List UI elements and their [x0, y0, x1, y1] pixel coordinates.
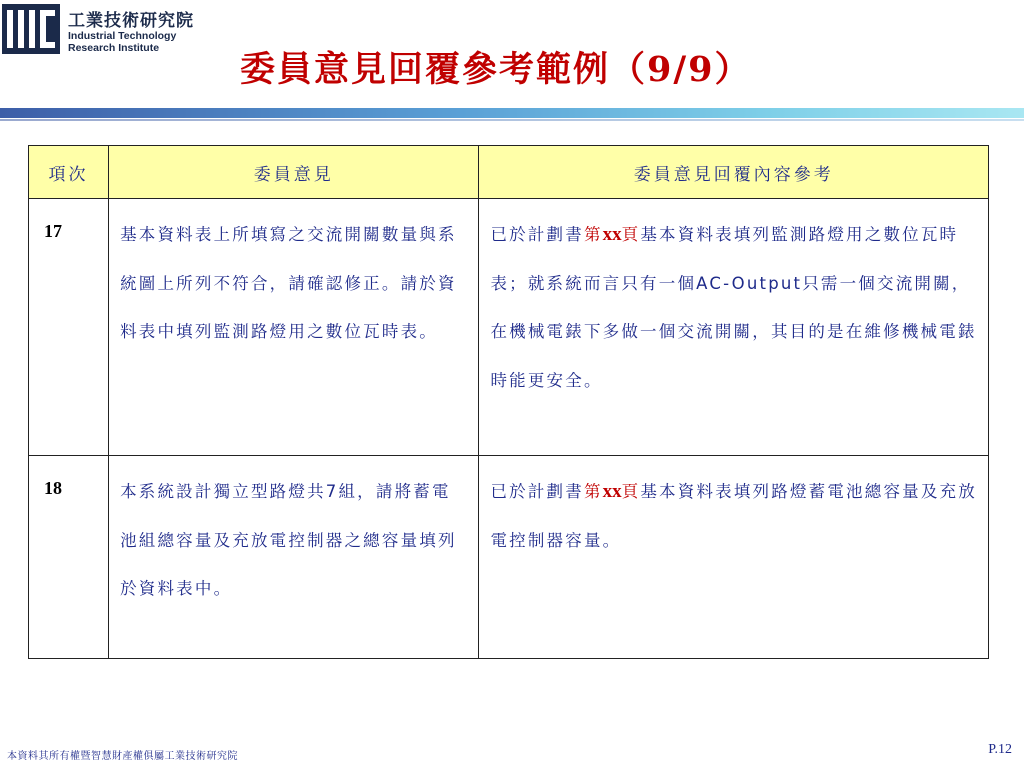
opinion-text: 基本資料表上所填寫之交流開關數量與系統圖上所列不符合，請確認修正。請於資料表中填列監測路燈用之數位瓦時表。 [120, 225, 457, 341]
header-item-no: 項次 [29, 146, 109, 199]
reply-cell [479, 199, 989, 456]
page-title: 委員意見回覆參考範例（9/9） [240, 49, 752, 90]
table-row [29, 199, 989, 456]
reply-rest: 基本資料表填列監測路燈用之數位瓦時表；就系統而言只有一個AC-Output只需一個交流開關，在機械電錶下多做一個交流開關，其目的是在維修機械電錶時能更安全。 [490, 225, 977, 390]
table-header-row [29, 146, 989, 199]
reply-prefix: 已於計劃書 [490, 225, 584, 244]
item-number: 18 [44, 478, 62, 498]
item-number: 17 [44, 221, 62, 241]
reply-prefix: 已於計劃書 [490, 482, 584, 501]
itri-logo [2, 4, 232, 56]
logo-name-zh: 工業技術研究院 [68, 11, 194, 31]
item-no-cell [29, 456, 109, 659]
logo-name-en-line1: Industrial Technology [68, 30, 177, 42]
reply-page-ref-prefix: 第 [583, 225, 603, 244]
reply-page-ref-suffix: 頁 [621, 482, 641, 501]
header-opinion: 委員意見 [109, 146, 479, 199]
reply-page-ref-suffix: 頁 [621, 225, 641, 244]
reply-cell [479, 456, 989, 659]
table-row [29, 456, 989, 659]
page-number: P.12 [988, 742, 1012, 757]
reply-page-ref-number: xx [602, 224, 622, 245]
header-divider-line [0, 119, 1024, 121]
reply-page-ref-number: xx [602, 481, 622, 502]
opinion-cell [109, 199, 479, 456]
reply-text [479, 199, 988, 405]
reply-rest: 基本資料表填列路燈蓄電池總容量及充放電控制器容量。 [490, 482, 977, 550]
opinion-text: 本系統設計獨立型路燈共7組，請將蓄電池組總容量及充放電控制器之總容量填列於資料表中。 [120, 482, 457, 598]
logo-name-en-line2: Research Institute [68, 42, 160, 54]
item-no-cell [29, 199, 109, 456]
reply-text [479, 456, 988, 565]
itri-logo-icon [2, 4, 60, 54]
reply-page-ref-prefix: 第 [583, 482, 603, 501]
header-reply: 委員意見回覆內容參考 [479, 146, 989, 199]
opinion-cell [109, 456, 479, 659]
opinion-table [28, 145, 989, 659]
header-divider-band [0, 108, 1024, 118]
copyright-footer: 本資料其所有權暨智慧財產權俱屬工業技術研究院 [7, 751, 238, 762]
